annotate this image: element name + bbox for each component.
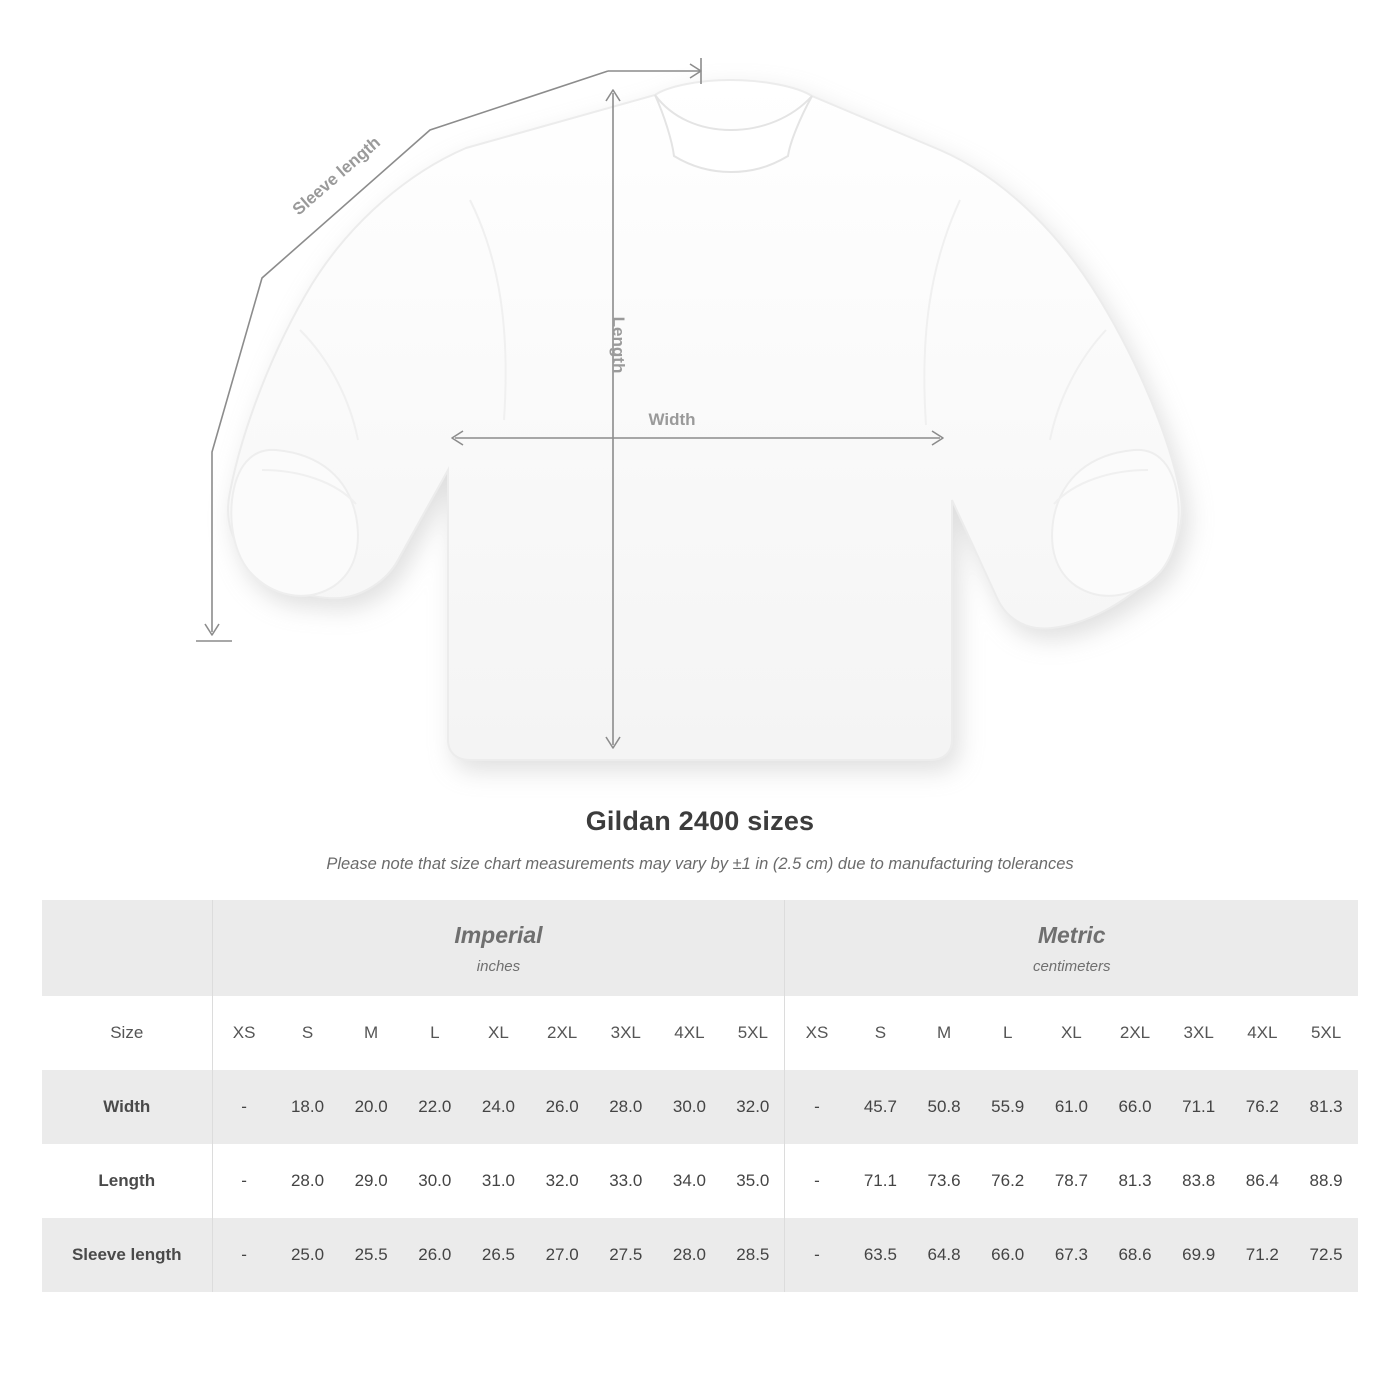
length-cm-xs: -	[785, 1144, 849, 1218]
imperial-unit: inches	[476, 957, 521, 975]
size-metric-s: S	[849, 996, 913, 1070]
size-metric-2xl: 2XL	[1103, 996, 1167, 1070]
width-in-s: 18.0	[276, 1070, 340, 1144]
width-in-xs: -	[212, 1070, 276, 1144]
width-cm-m: 50.8	[912, 1070, 976, 1144]
label-width: Width	[648, 410, 696, 429]
width-in-3xl: 28.0	[594, 1070, 658, 1144]
length-cm-m: 73.6	[912, 1144, 976, 1218]
size-imperial-3xl: 3XL	[594, 996, 658, 1070]
length-in-m: 29.0	[339, 1144, 403, 1218]
sleeve-cm-2xl: 68.6	[1103, 1218, 1167, 1292]
size-metric-m: M	[912, 996, 976, 1070]
sleeve-cm-xs: -	[785, 1218, 849, 1292]
sleeve-cm-4xl: 71.2	[1231, 1218, 1295, 1292]
system-header-metric	[785, 900, 1358, 996]
size-imperial-xl: XL	[467, 996, 531, 1070]
size-table	[42, 900, 1358, 1292]
length-in-xs: -	[212, 1144, 276, 1218]
imperial-name: Imperial	[454, 921, 543, 948]
length-cm-4xl: 86.4	[1231, 1144, 1295, 1218]
sleeve-in-3xl: 27.5	[594, 1218, 658, 1292]
sleeve-in-m: 25.5	[339, 1218, 403, 1292]
width-in-m: 20.0	[339, 1070, 403, 1144]
length-in-l: 30.0	[403, 1144, 467, 1218]
length-cm-2xl: 81.3	[1103, 1144, 1167, 1218]
length-in-4xl: 34.0	[658, 1144, 722, 1218]
sleeve-in-xs: -	[212, 1218, 276, 1292]
length-in-3xl: 33.0	[594, 1144, 658, 1218]
sleeve-cm-s: 63.5	[849, 1218, 913, 1292]
length-in-xl: 31.0	[467, 1144, 531, 1218]
width-cm-2xl: 66.0	[1103, 1070, 1167, 1144]
width-cm-5xl: 81.3	[1294, 1070, 1358, 1144]
length-cm-3xl: 83.8	[1167, 1144, 1231, 1218]
width-cm-3xl: 71.1	[1167, 1070, 1231, 1144]
size-imperial-4xl: 4XL	[658, 996, 722, 1070]
sleeve-cm-l: 66.0	[976, 1218, 1040, 1292]
sleeve-cm-xl: 67.3	[1040, 1218, 1104, 1292]
page-title: Gildan 2400 sizes	[585, 806, 815, 836]
sleeve-in-s: 25.0	[276, 1218, 340, 1292]
size-metric-xs: XS	[785, 996, 849, 1070]
length-in-2xl: 32.0	[530, 1144, 594, 1218]
size-metric-3xl: 3XL	[1167, 996, 1231, 1070]
row-label-width: Width	[42, 1070, 212, 1144]
size-imperial-m: M	[339, 996, 403, 1070]
width-in-2xl: 26.0	[530, 1070, 594, 1144]
sleeve-cm-5xl: 72.5	[1294, 1218, 1358, 1292]
width-in-5xl: 32.0	[721, 1070, 785, 1144]
size-metric-xl: XL	[1040, 996, 1104, 1070]
width-in-l: 22.0	[403, 1070, 467, 1144]
size-imperial-s: S	[276, 996, 340, 1070]
label-length: Length	[609, 316, 628, 374]
system-header-row	[42, 900, 1358, 996]
width-cm-l: 55.9	[976, 1070, 1040, 1144]
sleeve-cm-m: 64.8	[912, 1218, 976, 1292]
width-cm-4xl: 76.2	[1231, 1070, 1295, 1144]
size-metric-5xl: 5XL	[1294, 996, 1358, 1070]
table-row	[42, 1144, 1358, 1218]
system-header-imperial	[212, 900, 785, 996]
sleeve-in-l: 26.0	[403, 1218, 467, 1292]
metric-name: Metric	[1037, 921, 1106, 948]
table-row	[42, 1218, 1358, 1292]
width-cm-xl: 61.0	[1040, 1070, 1104, 1144]
size-label: Size	[42, 996, 212, 1070]
size-imperial-2xl: 2XL	[530, 996, 594, 1070]
length-in-s: 28.0	[276, 1144, 340, 1218]
width-cm-s: 45.7	[849, 1070, 913, 1144]
length-in-5xl: 35.0	[721, 1144, 785, 1218]
width-in-xl: 24.0	[467, 1070, 531, 1144]
length-cm-xl: 78.7	[1040, 1144, 1104, 1218]
width-in-4xl: 30.0	[658, 1070, 722, 1144]
metric-unit: centimeters	[1032, 957, 1111, 975]
size-metric-4xl: 4XL	[1231, 996, 1295, 1070]
size-imperial-l: L	[403, 996, 467, 1070]
size-metric-l: L	[976, 996, 1040, 1070]
size-imperial-xs: XS	[212, 996, 276, 1070]
sleeve-in-4xl: 28.0	[658, 1218, 722, 1292]
title-block	[0, 806, 1400, 874]
sleeve-in-2xl: 27.0	[530, 1218, 594, 1292]
system-header-corner	[42, 900, 212, 996]
table-row	[42, 1070, 1358, 1144]
size-header-row	[42, 996, 1358, 1070]
label-sleeve-length: Sleeve length	[288, 132, 384, 219]
width-cm-xs: -	[785, 1070, 849, 1144]
size-table-wrap	[42, 900, 1358, 1292]
length-cm-5xl: 88.9	[1294, 1144, 1358, 1218]
row-label-sleeve-length: Sleeve length	[42, 1218, 212, 1292]
row-label-length: Length	[42, 1144, 212, 1218]
sleeve-cm-3xl: 69.9	[1167, 1218, 1231, 1292]
length-cm-l: 76.2	[976, 1144, 1040, 1218]
tolerance-note: Please note that size chart measurements may vary by ±1 in (2.5 cm) due to manufacturing tolerances	[326, 855, 1074, 873]
sleeve-in-5xl: 28.5	[721, 1218, 785, 1292]
size-imperial-5xl: 5XL	[721, 996, 785, 1070]
length-cm-s: 71.1	[849, 1144, 913, 1218]
sleeve-in-xl: 26.5	[467, 1218, 531, 1292]
